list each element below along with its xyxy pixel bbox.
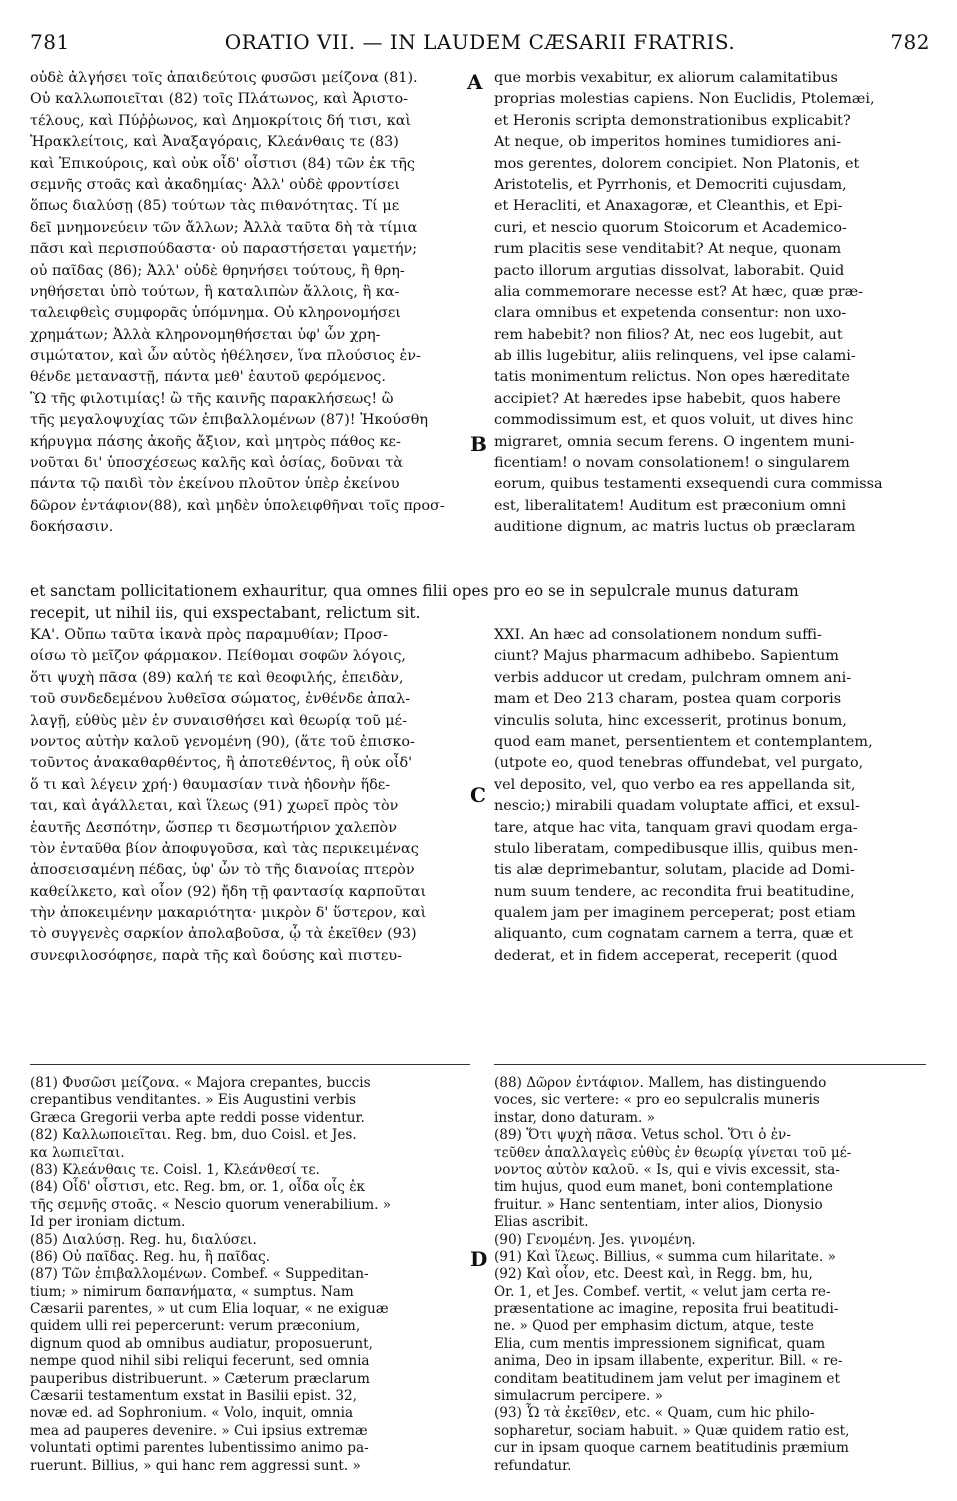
page-number-right: 782 xyxy=(890,30,930,54)
text-line: proprias molestias capiens. Non Euclidis, Ptolemæi, xyxy=(494,91,875,108)
full-width-latin-lines xyxy=(30,581,935,624)
text-line: τὴν ἀποκειμένην μακαριότητα· μικρὸν δ' ὕστερον, καὶ xyxy=(30,905,427,922)
text-line: οίσω τὸ μεῖζον φάρμακον. Πείθομαι σοφῶν λόγοις, xyxy=(30,648,406,665)
text-line: Elias ascribit. xyxy=(494,1214,589,1231)
text-line: (85) Διαλύσῃ. Reg. hu, διαλύσει. xyxy=(30,1231,257,1248)
text-line: que morbis vexabitur, ex aliorum calamitatibus xyxy=(494,70,838,86)
text-line: ἑαυτῆς Δεσπότην, ὥσπερ τι δεσμωτήριον χαλεπὸν xyxy=(30,819,397,836)
text-line: num suum tendere, ac recondita frui beatitudine, xyxy=(494,883,855,900)
margin-letter-b: B xyxy=(470,432,487,456)
text-line: τῆς σεμνῆς στοᾶς. « Nescio quorum venerabilium. » xyxy=(30,1196,392,1213)
text-line: θένδε μεταναστῇ, πάντα μεθ' ἑαυτοῦ φερόμενος. xyxy=(30,369,386,386)
text-line: dederat, et in fidem acceperat, receperit (quod xyxy=(494,947,838,964)
text-line: τέλους, καὶ Πύῤῥωνος, καὶ Δημοκρίτοις δή τισι, καὶ xyxy=(30,112,412,129)
text-line: Id per ironiam dictum. xyxy=(30,1214,186,1231)
text-line: τοῦ συνδεδεμένου λυθεῖσα σώματος, ἐνθένδε ἀπαλ- xyxy=(30,691,411,708)
text-line: stulo liberatam, compedibusque illis, quibus men- xyxy=(494,840,858,857)
text-line: ταλειφθεὶς συμφορᾶς ὑπόμνημα. Οὐ κληρονομήσει xyxy=(30,305,401,322)
footnotes-left-column xyxy=(30,1075,488,1475)
text-line: (92) Καὶ οἷον, etc. Deest καὶ, in Regg. bm, hu, xyxy=(494,1266,813,1283)
text-line: (utpote eo, quod tenebras offundebat, vel purgato, xyxy=(494,755,864,772)
text-line: rem habebit? non filios? At, nec eos lugebit, aut xyxy=(494,326,843,343)
text-line: καὶ Ἐπικούροις, καὶ οὐκ οἶδ' οἷστισι (84) τῶν ἐκ τῆς xyxy=(30,155,415,172)
text-line: πᾶσι καὶ περισπούδαστα· οὐ παραστήσεται γαμετήν; xyxy=(30,241,418,258)
text-line: σιμώτατον, καὶ ὧν αὐτὸς ἠθέλησεν, ἵνα πλούσιος ἐν- xyxy=(30,348,421,365)
text-line: (81) Φυσῶσι μείζονα. « Majora crepantes, buccis xyxy=(30,1075,371,1091)
text-line: Elia, cum mentis impressionem significat, quam xyxy=(494,1335,826,1352)
text-line: voces, sic vertere: « pro eo sepulcralis muneris xyxy=(494,1092,820,1109)
text-line: Aristotelis, et Pyrrhonis, et Democriti cujusdam, xyxy=(494,176,847,193)
footnote-rule-left xyxy=(30,1064,470,1065)
text-line: λαγῇ, εὐθὺς μὲν ἐν συναισθήσει καὶ θεωρίᾳ τοῦ μέ- xyxy=(30,712,407,729)
text-line: crepantibus venditantes. » Eis Augustini verbis xyxy=(30,1092,356,1109)
text-line: simulacrum percipere. » xyxy=(494,1388,663,1405)
text-line: τεῦθεν ἀπαλλαγεὶς εὐθὺς ἐν θεωρίᾳ γίνεται τοῦ μέ- xyxy=(494,1144,852,1161)
text-line: accipiet? At hæredes ipse habebit, quos habere xyxy=(494,390,841,407)
text-line: χρημάτων; Ἀλλὰ κληρονομηθήσεται ὑφ' ὧν χρη- xyxy=(30,326,381,343)
text-line: τῆς μεγαλοψυχίας τῶν ἐπιβαλλομένων (87)! Ἠκούσθη xyxy=(30,412,429,429)
text-line: recepit, ut nihil iis, qui exspectabant, relictum sit. xyxy=(30,603,421,622)
text-line: rum placitis sese venditabit? At neque, quonam xyxy=(494,241,842,258)
text-line: conditam beatitudinem jam velut per imaginem et xyxy=(494,1370,840,1387)
text-line: nempe quod nihil sibi reliqui fecerunt, sed omnia xyxy=(30,1353,370,1370)
text-line: sopharetur, sociam habuit. » Quæ quidem ratio est, xyxy=(494,1422,850,1439)
text-line: Ἡρακλείτοις, καὶ Ἀναξαγόραις, Κλεάνθαις τε (83) xyxy=(30,134,399,151)
text-line: et sanctam pollicitationem exhauritur, qua omnes filii opes pro eo se in sepulcrale munus daturam xyxy=(30,582,799,600)
text-line: (88) Δῶρον ἐντάφιον. Mallem, has distinguendo xyxy=(494,1075,827,1091)
text-line: ἀποσεισαμένη πέδας, ὑφ' ὧν τὸ τῆς διανοίας πτερὸν xyxy=(30,862,415,879)
margin-letter-d: D xyxy=(470,1247,488,1271)
text-line: νοντος αὐτὸν καλοῦ. « Is, qui e vivis excessit, sta- xyxy=(494,1161,840,1178)
text-line: νοῦται δι' ὑποσχέσεως καλῆς καὶ ὁσίας, δοῦναι τὰ xyxy=(30,455,403,472)
text-line: τὸν ἐνταῦθα βίον ἀποφυγοῦσα, καὶ τὰς περικειμένας xyxy=(30,840,419,857)
text-line: quidem ulli rei pepercerunt: verum præconium, xyxy=(30,1318,361,1335)
text-line: (86) Οὐ παῖδας. Reg. hu, ἢ παῖδας. xyxy=(30,1248,271,1265)
text-line: refundatur. xyxy=(494,1457,572,1474)
text-line: tim hujus, quod eum manet, boni contemplatione xyxy=(494,1179,833,1196)
text-line: ὅτι ψυχὴ πᾶσα (89) καλή τε καὶ θεοφιλής, ἐπειδὰν, xyxy=(30,669,404,686)
text-line: alia commemorare necesse est? At hæc, quæ præ- xyxy=(494,283,863,300)
text-line: vinculis soluta, hinc excesserit, protinus bonum, xyxy=(494,712,847,729)
text-line: Οὐ καλλωποιεῖται (82) τοῖς Πλάτωνος, καὶ Ἀριστο- xyxy=(30,91,409,108)
text-line: πάντα τῷ παιδὶ τὸν ἐκείνου πλοῦτον ὑπὲρ ἐκείνου xyxy=(30,476,400,493)
text-line: (82) Καλλωποιεῖται. Reg. bm, duo Coisl. et Jes. xyxy=(30,1127,357,1144)
text-line: et Heronis scripta demonstrationibus explicabit? xyxy=(494,112,851,129)
text-line: σεμνῆς στοᾶς καὶ ἀκαδημίας· Ἀλλ' οὐδὲ φροντίσει xyxy=(30,176,401,193)
text-line: (87) Τῶν ἐπιβαλλομένων. Combef. « Suppeditan- xyxy=(30,1266,369,1283)
text-line: qualem jam per imaginem perceperat; post etiam xyxy=(494,905,856,922)
text-line: est, liberalitatem! Auditum est præconium omni xyxy=(494,497,846,514)
text-line: migraret, omnia secum ferens. O ingentem muni- xyxy=(494,433,855,450)
text-line: tis alæ deprimebantur, solutam, placide ad Domi- xyxy=(494,862,855,879)
text-line: (90) Γενομένη. Jes. γινομένη. xyxy=(494,1231,696,1248)
running-header xyxy=(30,30,930,58)
text-line: auditione dignum, ac matris luctus ob præclaram xyxy=(494,519,856,536)
text-line: tatis monimentum relictus. Non opes hæreditate xyxy=(494,369,850,386)
text-line: fruitur. » Hanc sententiam, inter alios, Dionysio xyxy=(494,1196,823,1213)
text-line: Ὢ τῆς φιλοτιμίας! ὢ τῆς καινῆς παρακλήσεως! ὢ xyxy=(30,390,394,407)
text-line: ται, καὶ ἀγάλλεται, καὶ ἵλεως (91) χωρεῖ πρὸς τὸν xyxy=(30,798,399,815)
text-line: ὅ τι καὶ λέγειν χρή·) θαυμασίαν τινὰ ἡδονὴν ἥδε- xyxy=(30,776,391,793)
text-line: Cæsarii testamentum exstat in Basilii epist. 32, xyxy=(30,1388,357,1405)
text-line: ab illis lugebitur, aliis relinquens, vel ipse calami- xyxy=(494,348,856,365)
footnote-rule-right xyxy=(494,1064,926,1065)
text-line: Or. 1, et Jes. Combef. vertit, « velut jam certa re- xyxy=(494,1283,831,1300)
text-line: commodissimum est, et quos voluit, ut dives hinc xyxy=(494,412,854,429)
text-line: novæ ed. ad Sophronium. « Volo, inquit, omnia xyxy=(30,1405,354,1422)
text-line: anima, Deo in ipsam illabente, experitur. Bill. « re- xyxy=(494,1353,843,1370)
text-line: instar, dono daturam. » xyxy=(494,1109,655,1126)
text-line: (89) Ὅτι ψυχὴ πᾶσα. Vetus schol. Ὅτι ὁ ἐν- xyxy=(494,1127,791,1144)
text-line: οὐ παῖδας (86); Ἀλλ' οὐδὲ θρηνήσει τούτους, ἢ θρη- xyxy=(30,262,405,279)
text-line: pacto illorum argutias dissolvat, laborabit. Quid xyxy=(494,262,845,279)
footnotes-right-column xyxy=(494,1075,926,1475)
text-line: τὸ συγγενὲς σαρκίον ἀπολαβοῦσα, ᾧ τὰ ἐκεῖθεν (93) xyxy=(30,926,417,943)
text-line: pauperibus distribuerunt. » Cæterum præclarum xyxy=(30,1370,370,1387)
text-line: οὐδὲ ἀλγήσει τοῖς ἀπαιδεύτοις φυσῶσι μείζονα (81). xyxy=(30,70,418,86)
text-line: dignum quod ab omnibus audiatur, proposuerunt, xyxy=(30,1335,373,1352)
text-line: tare, atque hac vita, tanquam gravi quodam erga- xyxy=(494,819,858,836)
text-line: κα λωπιεῖται. xyxy=(30,1144,125,1161)
text-line: et Heracliti, et Anaxagoræ, et Cleanthis, et Epi- xyxy=(494,198,843,215)
text-line: δεῖ μνημονεύειν τῶν ἄλλων; Ἀλλὰ ταῦτα δὴ τὰ τίμια xyxy=(30,219,418,236)
greek-column-section-1 xyxy=(30,68,485,539)
text-line: cur in ipsam quoque carnem beatitudinis præmium xyxy=(494,1440,849,1457)
text-line: nescio;) mirabili quadam voluptate affici, et exsul- xyxy=(494,798,860,815)
latin-column-section-1 xyxy=(494,68,926,539)
text-line: mam et Deo 213 charam, postea quam corporis xyxy=(494,691,842,708)
text-line: (83) Κλεάνθαις τε. Coisl. 1, Κλεάνθεσί τε. xyxy=(30,1161,320,1178)
margin-letter-a: A xyxy=(467,70,483,94)
text-line: δῶρον ἐντάφιον(88), καὶ μηδὲν ὑπολειφθῆναι τοῖς προσ- xyxy=(30,497,445,514)
text-line: καθείλκετο, καὶ οἷον (92) ἤδη τῇ φαντασίᾳ καρποῦται xyxy=(30,883,427,900)
text-line: τοῦντος ἀνακαθαρθέντος, ἢ ἀποτεθέντος, ἢ οὐκ οἶδ' xyxy=(30,755,413,772)
text-line: eorum, quibus testamenti exsequendi cura commissa xyxy=(494,476,883,493)
text-line: ciunt? Majus pharmacum adhibebo. Sapientum xyxy=(494,648,839,665)
page-number-left: 781 xyxy=(30,30,70,54)
text-line: νοντος αὐτὴν καλοῦ γενομένη (90), (ἅτε τοῦ ἐπισκο- xyxy=(30,733,415,750)
text-line: ficentiam! o novam consolationem! o singularem xyxy=(494,455,850,472)
greek-column-section-2 xyxy=(30,625,485,967)
text-line: vel deposito, vel, quo verbo ea res appellanda sit, xyxy=(494,776,856,793)
text-line: ne. » Quod per emphasim dictum, atque, teste xyxy=(494,1318,814,1335)
text-line: ruerunt. Billius, » qui hanc rem aggressi sunt. » xyxy=(30,1457,361,1474)
latin-column-section-2 xyxy=(494,625,926,967)
text-line: præsentatione ac imagine, reposita frui beatitudi- xyxy=(494,1301,839,1318)
text-line: κήρυγμα πάσης ἀκοῆς ἄξιον, καὶ μητρὸς πάθος κε- xyxy=(30,433,401,450)
text-line: tium; » nimirum δαπανήματα, « sumptus. Nam xyxy=(30,1283,354,1300)
text-line: (93) Ὧ τὰ ἐκεῖθεν, etc. « Quam, cum hic philo- xyxy=(494,1405,815,1422)
text-line: aliquanto, cum cognatam carnem a terra, quæ et xyxy=(494,926,853,943)
text-line: συνεφιλοσόφησε, παρὰ τῆς καὶ δούσης καὶ πιστευ- xyxy=(30,947,402,964)
text-line: mos gerentes, dolorem concipiet. Non Platonis, et xyxy=(494,155,860,172)
text-line: mea ad pauperes devenire. » Cui ipsius extremæ xyxy=(30,1422,368,1439)
text-line: (91) Καὶ ἵλεως. Billius, « summa cum hilaritate. » xyxy=(494,1248,836,1265)
text-line: quod eam manet, persentientem et contemplantem, xyxy=(494,733,873,750)
text-line: δοκήσασιν. xyxy=(30,519,114,536)
text-line: curi, et nescio quorum Stoicorum et Academico- xyxy=(494,219,847,236)
running-title: ORATIO VII. — IN LAUDEM CÆSARII FRATRIS. xyxy=(224,30,736,54)
text-line: verbis adducor ut credam, pulchram omnem ani- xyxy=(494,669,852,686)
margin-letter-c: C xyxy=(470,783,486,807)
text-line: ὅπως διαλύσῃ (85) τούτων τὰς πιθανότητας. Τί με xyxy=(30,198,400,215)
text-line: (84) Οἶδ' οἷστισι, etc. Reg. bm, or. 1, οἶδα οἷς ἐκ xyxy=(30,1179,366,1196)
text-line: voluntati optimi parentes lubentissimo animo pa- xyxy=(30,1440,369,1457)
text-line: clara omnibus et expetenda consentur: non uxo- xyxy=(494,305,847,322)
text-line: νηθήσεται ὑπὸ τούτων, ἢ καταλιπὼν ἄλλοις, ἢ κα- xyxy=(30,283,400,300)
text-line: ΚΑ'. Οὔπω ταῦτα ἱκανὰ πρὸς παραμυθίαν; Προσ- xyxy=(30,627,388,643)
text-line: XXI. An hæc ad consolationem nondum suffi- xyxy=(494,627,822,643)
text-line: Græca Gregorii verba apte reddi posse videntur. xyxy=(30,1109,365,1126)
text-line: Cæsarii parentes, » ut cum Elia loquar, « ne exiguæ xyxy=(30,1301,389,1318)
text-line: At neque, ob imperitos homines tumidiores ani- xyxy=(494,134,842,151)
